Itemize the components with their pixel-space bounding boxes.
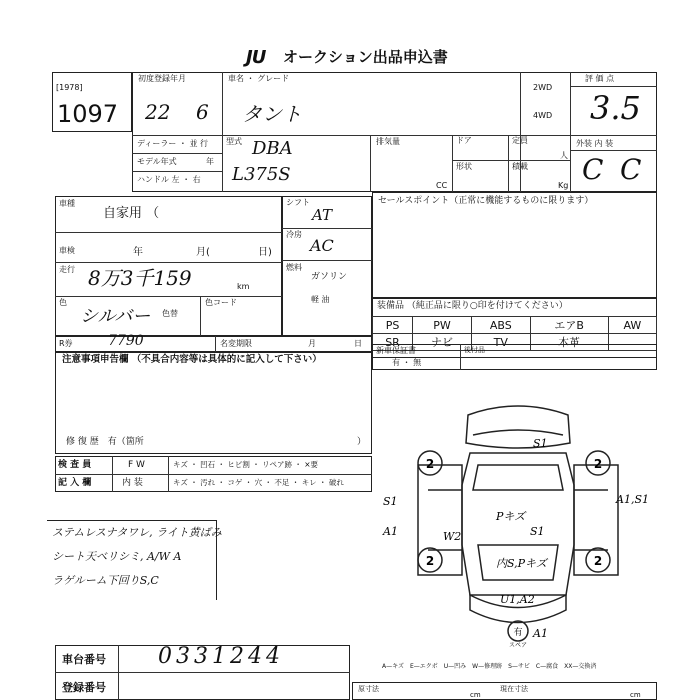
mark-p-scratch: Pキズ (496, 510, 526, 523)
km-unit: km (237, 282, 250, 291)
mark-left-a1: A1 (383, 525, 398, 538)
equip-airbag: エアB (530, 317, 608, 334)
cooling-label: 冷房 (286, 230, 302, 239)
equip-tv: TV (471, 334, 530, 351)
legend: A—キズ E—エクボ U—凹み W—修理跡 S—サビ C—腐食 XX—交換済 (382, 663, 597, 670)
color-code-label: 色コード (205, 298, 237, 307)
handle-label: ハンドル 左 ・ 右 (137, 175, 201, 184)
caution-header: 注意事項申告欄 （不具合内容等は具体的に記入して下さい） (62, 354, 322, 365)
kg-unit: Kg (558, 181, 569, 190)
equip-leather: 本革 (530, 334, 608, 351)
equip-pw: PW (413, 317, 472, 334)
tire-mark-fr: 2 (593, 457, 603, 471)
note-line-1: ステムレスナタワレ, ライト黄ばみ (52, 526, 222, 539)
first-reg-year: 22 (145, 100, 171, 124)
mark-roof-s1: S1 (533, 437, 548, 450)
equip-navi: ナビ (413, 334, 472, 351)
capacity-label: 定員 (512, 136, 528, 145)
mark-interior: 内S,Pキズ (496, 557, 547, 570)
insp-day: 日) (258, 247, 272, 258)
repair-history-label: 修 復 歴 有（箇所 (66, 437, 144, 447)
shape-label: 形状 (456, 162, 472, 171)
car-number-value: 0331244 (158, 644, 284, 669)
mileage-value: 8万3千159 (88, 266, 192, 290)
form-title: オークション出品申込書 (283, 48, 448, 66)
exterior-grade: C (582, 153, 604, 186)
spare-sub: スペア (508, 642, 528, 649)
2wd-label: 2WD (533, 83, 553, 92)
interior-defects: キズ ・ 汚れ ・ コゲ ・ 穴 ・ 不足 ・ キレ ・ 破れ (173, 478, 344, 487)
mark-right-a1s1: A1,S1 (616, 493, 649, 506)
car-name-label: 車名 ・ グレード (228, 74, 290, 83)
vehicle-value: 自家用 （ (103, 206, 160, 221)
score-value: 3.5 (590, 89, 641, 127)
entry-label: 記 入 欄 (58, 478, 92, 488)
r-label: R券 (59, 339, 73, 348)
cm-unit-1: cm (470, 691, 481, 699)
car-name: タント (242, 102, 302, 126)
warranty-value: 有 ・ 無 (392, 358, 422, 367)
mark-body-s1: S1 (530, 525, 545, 538)
current-size-label: 現在寸法 (500, 685, 528, 693)
shift-label: シフト (286, 198, 310, 207)
dealer-label: ディーラー ・ 並 行 (137, 139, 208, 148)
model-year-label: モデル年式 (137, 157, 177, 166)
year-code: [1978] (56, 83, 83, 92)
cc-label: CC (436, 181, 448, 190)
name-change-label: 名変期限 (220, 339, 252, 348)
car-number-label: 車台番号 (62, 653, 106, 666)
fuel-label: 燃料 (286, 263, 302, 272)
shift-value: AT (312, 206, 333, 224)
lot-number: 1097 (57, 100, 119, 128)
fuel-value: ガソリン (311, 272, 348, 282)
insp-year: 年 (133, 247, 143, 258)
fw-label: F W (128, 460, 145, 470)
defects-legend: キズ ・ 凹石 ・ ヒビ割 ・ リペア跡 ・ ×要 (173, 460, 319, 469)
original-size-label: 原寸法 (358, 685, 379, 693)
tire-mark-rl: 2 (425, 554, 435, 568)
interior-label: 内 装 (122, 478, 143, 488)
load-label: 積載 (512, 162, 528, 171)
mark-w2: W2 (443, 530, 462, 543)
r-value: 7790 (108, 333, 144, 349)
insp-month: 月( (196, 247, 210, 258)
mileage-label: 走行 (59, 265, 75, 274)
model-year-unit: 年 (206, 157, 214, 166)
equip-sr: SR (373, 334, 413, 351)
equipment-label: 装備品 （純正品に限り○印を付けてください） (377, 301, 568, 311)
equip-ps: PS (373, 317, 413, 334)
first-reg-month: 6 (196, 100, 209, 124)
displacement-label: 排気量 (376, 137, 400, 146)
spare-label: 有 (513, 628, 523, 638)
model-label: 型式 (226, 137, 242, 146)
name-change-day: 日 (354, 339, 362, 348)
cooling-value: AC (310, 236, 334, 255)
diesel-label: 軽 油 (311, 295, 330, 304)
color-label: 色 (59, 298, 67, 307)
r-row-box (55, 333, 372, 352)
aftermarket-label: 後付品 (464, 346, 485, 354)
name-change-month: 月 (308, 339, 316, 348)
model-sub: L375S (232, 164, 291, 185)
note-line-2: シート天ベリシミ, A/W A (52, 550, 182, 563)
reg-number-label: 登録番号 (62, 681, 106, 694)
ext-int-label: 外装 内 装 (576, 139, 614, 148)
warranty-label: 新車保証書 (376, 346, 416, 355)
tire-mark-fl: 2 (425, 457, 435, 471)
inspection-label: 車検 (59, 246, 75, 255)
mark-bottom-a1: A1 (533, 627, 548, 640)
header-box (132, 72, 657, 192)
car-diagram (378, 395, 658, 649)
door-label: ドア (456, 136, 472, 145)
first-reg-label: 初度登録年月 (138, 74, 186, 83)
color-change-label: 色替 (162, 309, 178, 318)
mark-left-s1: S1 (383, 495, 398, 508)
sales-point-label: セールスポイント（正常に機能するものに限ります） (378, 196, 594, 206)
model-code: DBA (252, 138, 293, 159)
score-label: 評 価 点 (585, 74, 615, 83)
tire-mark-rr: 2 (593, 554, 603, 568)
sales-point-box (372, 192, 657, 298)
cm-unit-2: cm (630, 691, 641, 699)
4wd-label: 4WD (533, 111, 553, 120)
equip-aw: AW (608, 317, 656, 334)
person-unit: 人 (560, 151, 568, 160)
mark-rear-u1a2: U1,A2 (500, 593, 535, 606)
note-line-3: ラゲルーム下回りS,C (52, 574, 159, 587)
repair-history-close: ） (357, 437, 367, 447)
interior-grade: C (620, 153, 642, 186)
color-value: シルバー (80, 306, 151, 327)
vehicle-label: 車種 (59, 199, 75, 208)
logo: JU (246, 47, 266, 68)
equip-abs: ABS (471, 317, 530, 334)
inspector-label: 検 査 員 (58, 460, 92, 470)
